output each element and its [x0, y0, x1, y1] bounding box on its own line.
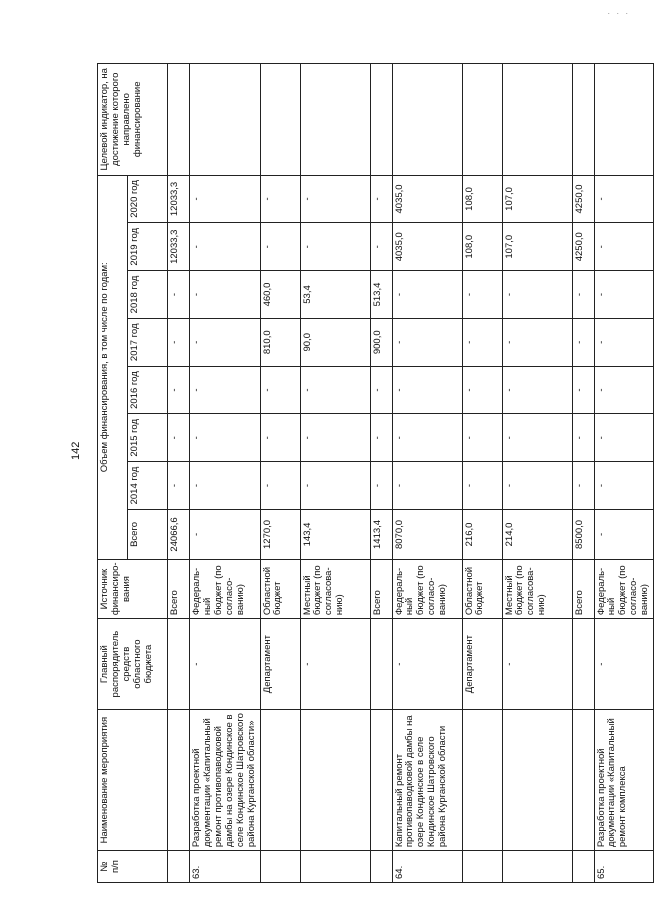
table-row — [190, 64, 261, 883]
cell-indicator — [168, 64, 190, 176]
cell-indicator — [594, 64, 654, 176]
cell-indicator — [260, 64, 300, 176]
cell-year-value: - — [300, 175, 370, 223]
cell-year-value: - — [502, 462, 572, 510]
cell-year-value: - — [168, 318, 190, 366]
header-total: Всего — [128, 509, 168, 559]
table-row — [168, 64, 190, 883]
cell-year-value: - — [594, 366, 654, 414]
cell-manager: - — [502, 619, 572, 710]
cell-name: Капитальный ремонт противопаводковой дамбы на озере Кондинское в селе Кондинское Шатровского района Курганской области — [392, 710, 462, 851]
cell-total: 8070,0 — [392, 509, 462, 559]
table-row — [300, 64, 370, 883]
cell-year-value: - — [594, 223, 654, 271]
cell-manager: - — [594, 619, 654, 710]
cell-source: Местный бюджет (по согласова-нию) — [502, 559, 572, 618]
cell-year-value: - — [260, 414, 300, 462]
corner-marks: . . . — [607, 6, 630, 16]
cell-no: 65. — [594, 851, 654, 883]
cell-no — [462, 851, 502, 883]
cell-year-value: - — [300, 366, 370, 414]
cell-year-value: 12033,3 — [168, 223, 190, 271]
table-row — [370, 64, 392, 883]
cell-year-value: - — [502, 318, 572, 366]
header-volume-group: Объем финансирования, в том числе по годам: — [98, 175, 128, 559]
cell-name: Разработка проектной документации «Капитальный ремонт противопаводковой дамбы на озере Кондинское в селе Кондинское Шатровского района Курганской области» — [190, 710, 261, 851]
cell-year-value: 107,0 — [502, 175, 572, 223]
cell-name — [370, 710, 392, 851]
cell-name — [462, 710, 502, 851]
cell-year-value: - — [392, 462, 462, 510]
cell-year-value: 810,0 — [260, 318, 300, 366]
header-source: Источник финансиро-вания — [98, 559, 168, 618]
cell-year-value: - — [190, 366, 261, 414]
cell-year-value: - — [502, 271, 572, 319]
cell-total: 8500,0 — [572, 509, 594, 559]
cell-source: Всего — [370, 559, 392, 618]
cell-year-value: - — [572, 414, 594, 462]
cell-year-value: - — [462, 462, 502, 510]
cell-year-value: 108,0 — [462, 223, 502, 271]
cell-source: Областной бюджет — [462, 559, 502, 618]
cell-total: - — [190, 509, 261, 559]
cell-no: 63. — [190, 851, 261, 883]
cell-no: 64. — [392, 851, 462, 883]
cell-total: 216,0 — [462, 509, 502, 559]
table-row — [594, 64, 654, 883]
cell-year-value: - — [392, 271, 462, 319]
cell-year-value: - — [370, 366, 392, 414]
cell-year-value: - — [370, 175, 392, 223]
cell-year-value: - — [190, 414, 261, 462]
cell-manager: Департамент — [462, 619, 502, 710]
header-no: № п/п — [98, 851, 168, 883]
page-number: 142 — [70, 441, 82, 460]
cell-name — [168, 710, 190, 851]
cell-year-value: 900,0 — [370, 318, 392, 366]
cell-manager: - — [190, 619, 261, 710]
cell-indicator — [392, 64, 462, 176]
header-year: 2014 год — [128, 462, 168, 510]
cell-year-value: - — [168, 414, 190, 462]
table-row — [462, 64, 502, 883]
cell-year-value: 4035,0 — [392, 223, 462, 271]
cell-manager: Департамент — [260, 619, 300, 710]
cell-year-value: 108,0 — [462, 175, 502, 223]
cell-indicator — [572, 64, 594, 176]
cell-source: Всего — [168, 559, 190, 618]
cell-total: 1270,0 — [260, 509, 300, 559]
cell-name — [300, 710, 370, 851]
cell-no — [260, 851, 300, 883]
cell-year-value: 460,0 — [260, 271, 300, 319]
cell-year-value: - — [260, 462, 300, 510]
cell-manager: - — [300, 619, 370, 710]
cell-source: Федераль-ный бюджет (по согласо-ванию) — [190, 559, 261, 618]
cell-indicator — [370, 64, 392, 176]
cell-year-value: 4035,0 — [392, 175, 462, 223]
cell-indicator — [190, 64, 261, 176]
financing-table — [97, 63, 654, 883]
cell-year-value: - — [594, 271, 654, 319]
cell-year-value: - — [190, 462, 261, 510]
cell-year-value: - — [168, 271, 190, 319]
cell-year-value: - — [462, 414, 502, 462]
header-year: 2018 год — [128, 271, 168, 319]
cell-year-value: - — [572, 271, 594, 319]
cell-year-value: - — [370, 223, 392, 271]
cell-year-value: - — [300, 414, 370, 462]
cell-source: Федераль-ный бюджет (по согласо-ванию) — [594, 559, 654, 618]
table-row — [572, 64, 594, 883]
cell-no — [502, 851, 572, 883]
cell-no — [300, 851, 370, 883]
cell-name: Разработка проектной документации «Капитальный ремонт комплекса — [594, 710, 654, 851]
cell-manager: - — [392, 619, 462, 710]
cell-no — [168, 851, 190, 883]
cell-year-value: - — [168, 462, 190, 510]
cell-name — [260, 710, 300, 851]
cell-name — [502, 710, 572, 851]
cell-year-value: 90,0 — [300, 318, 370, 366]
cell-year-value: - — [594, 462, 654, 510]
cell-name — [572, 710, 594, 851]
cell-year-value: 12033,3 — [168, 175, 190, 223]
cell-source: Местный бюджет (по согласова-нию) — [300, 559, 370, 618]
cell-year-value: - — [502, 366, 572, 414]
cell-year-value: - — [594, 318, 654, 366]
header-year: 2020 год — [128, 175, 168, 223]
cell-year-value: 4250,0 — [572, 223, 594, 271]
cell-year-value: - — [594, 175, 654, 223]
cell-year-value: - — [190, 318, 261, 366]
cell-year-value: - — [300, 223, 370, 271]
cell-source: Областной бюджет — [260, 559, 300, 618]
cell-year-value: - — [462, 271, 502, 319]
cell-year-value: - — [190, 271, 261, 319]
cell-year-value: - — [392, 414, 462, 462]
cell-year-value: - — [168, 366, 190, 414]
cell-no — [370, 851, 392, 883]
cell-year-value: - — [190, 175, 261, 223]
header-name: Наименование мероприятия — [98, 710, 168, 851]
cell-year-value: - — [572, 318, 594, 366]
cell-source: Федераль-ный бюджет (по согласо-ванию) — [392, 559, 462, 618]
cell-year-value: - — [392, 366, 462, 414]
cell-year-value: - — [370, 414, 392, 462]
cell-year-value: - — [370, 462, 392, 510]
cell-total: - — [594, 509, 654, 559]
cell-year-value: - — [502, 414, 572, 462]
cell-total: 24066,6 — [168, 509, 190, 559]
cell-total: 143,4 — [300, 509, 370, 559]
cell-year-value: - — [572, 366, 594, 414]
table-row — [260, 64, 300, 883]
header-year: 2016 год — [128, 366, 168, 414]
cell-source: Всего — [572, 559, 594, 618]
cell-year-value: 4250,0 — [572, 175, 594, 223]
financing-table-wrapper — [97, 63, 651, 883]
cell-manager — [370, 619, 392, 710]
table-row — [502, 64, 572, 883]
cell-indicator — [462, 64, 502, 176]
header-year: 2017 год — [128, 318, 168, 366]
cell-year-value: - — [260, 175, 300, 223]
cell-no — [572, 851, 594, 883]
cell-year-value: - — [462, 318, 502, 366]
cell-year-value: 513,4 — [370, 271, 392, 319]
cell-year-value: - — [260, 366, 300, 414]
header-main-manager: Главный распорядитель средств областного бюджета — [98, 619, 168, 710]
cell-year-value: - — [190, 223, 261, 271]
cell-year-value: - — [572, 462, 594, 510]
table-row — [392, 64, 462, 883]
cell-year-value: - — [594, 414, 654, 462]
cell-year-value: - — [462, 366, 502, 414]
header-year: 2015 год — [128, 414, 168, 462]
cell-year-value: - — [260, 223, 300, 271]
cell-year-value: 107,0 — [502, 223, 572, 271]
cell-manager — [572, 619, 594, 710]
cell-indicator — [300, 64, 370, 176]
cell-year-value: - — [392, 318, 462, 366]
cell-year-value: 53,4 — [300, 271, 370, 319]
cell-total: 1413,4 — [370, 509, 392, 559]
cell-total: 214,0 — [502, 509, 572, 559]
cell-indicator — [502, 64, 572, 176]
cell-manager — [168, 619, 190, 710]
header-year: 2019 год — [128, 223, 168, 271]
header-indicator: Целевой индикатор, на достижение которого направлено финансирование — [98, 64, 168, 176]
cell-year-value: - — [300, 462, 370, 510]
